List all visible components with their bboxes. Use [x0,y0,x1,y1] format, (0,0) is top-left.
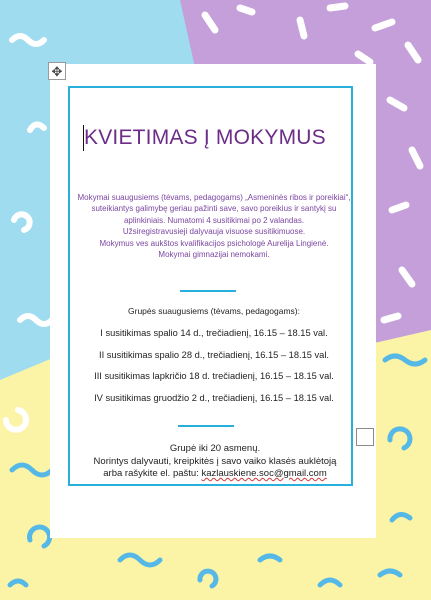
section-divider [178,425,234,427]
intro-text[interactable] [74,192,354,260]
intro-line: Užsiregistravusieji dalyvauja visuose susitikimuose. [122,227,306,237]
sessions-list[interactable] [74,306,354,414]
session-item: IV susitikimas gruodžio 2 d., trečiadienį, 16.15 – 18.15 val. [94,392,334,403]
move-arrows-icon[interactable]: ✥ [48,62,66,80]
frame-bottom-border [68,484,353,486]
page-title[interactable]: KVIETIMAS Į MOKYMUS [84,126,326,149]
intro-line: Mokymus ves aukštos kvalifikacijos psichologė Aurelija Lingienė. [99,238,329,248]
session-item: I susitikimas spalio 14 d., trečiadienį, 16.15 – 18.15 val. [100,328,328,338]
email-line [74,468,356,481]
intro-line: Mokymai suaugusiems (tėvams, pedagogams) „Asmeninės ribos ir poreikiai“, suteikiantys galimybę geriau pažinti save, savo poreikius ir santykį su aplinkiniais. Numatomi 4 susitikimai po 2 valandas. [77,193,351,225]
intro-line: Mokymai gimnazijai nemokami. [158,250,270,260]
resize-handle[interactable] [356,428,374,446]
footer-text[interactable] [74,443,356,481]
frame-right-border [351,86,353,486]
email-address[interactable]: kazlauskiene.soc@gmail.com [201,468,327,479]
frame-top-border [68,86,353,88]
session-item: II susitikimas spalio 28 d., trečiadienį, 16.15 – 18.15 val. [99,349,329,360]
contact-note: Norintys dalyvauti, kreipkitės į savo vaiko klasės auklėtoją [93,455,337,467]
frame-left-border [68,86,70,486]
group-size-note: Grupė iki 20 asmenų. [169,443,261,454]
section-divider [180,290,236,292]
session-item: III susitikimas lapkričio 18 d. trečiadienį, 16.15 – 18.15 val. [94,371,334,381]
sessions-heading: Grupės suaugusiems (tėvams, pedagogams): [128,306,300,316]
email-prefix: arba rašykite el. paštu: [103,468,202,479]
